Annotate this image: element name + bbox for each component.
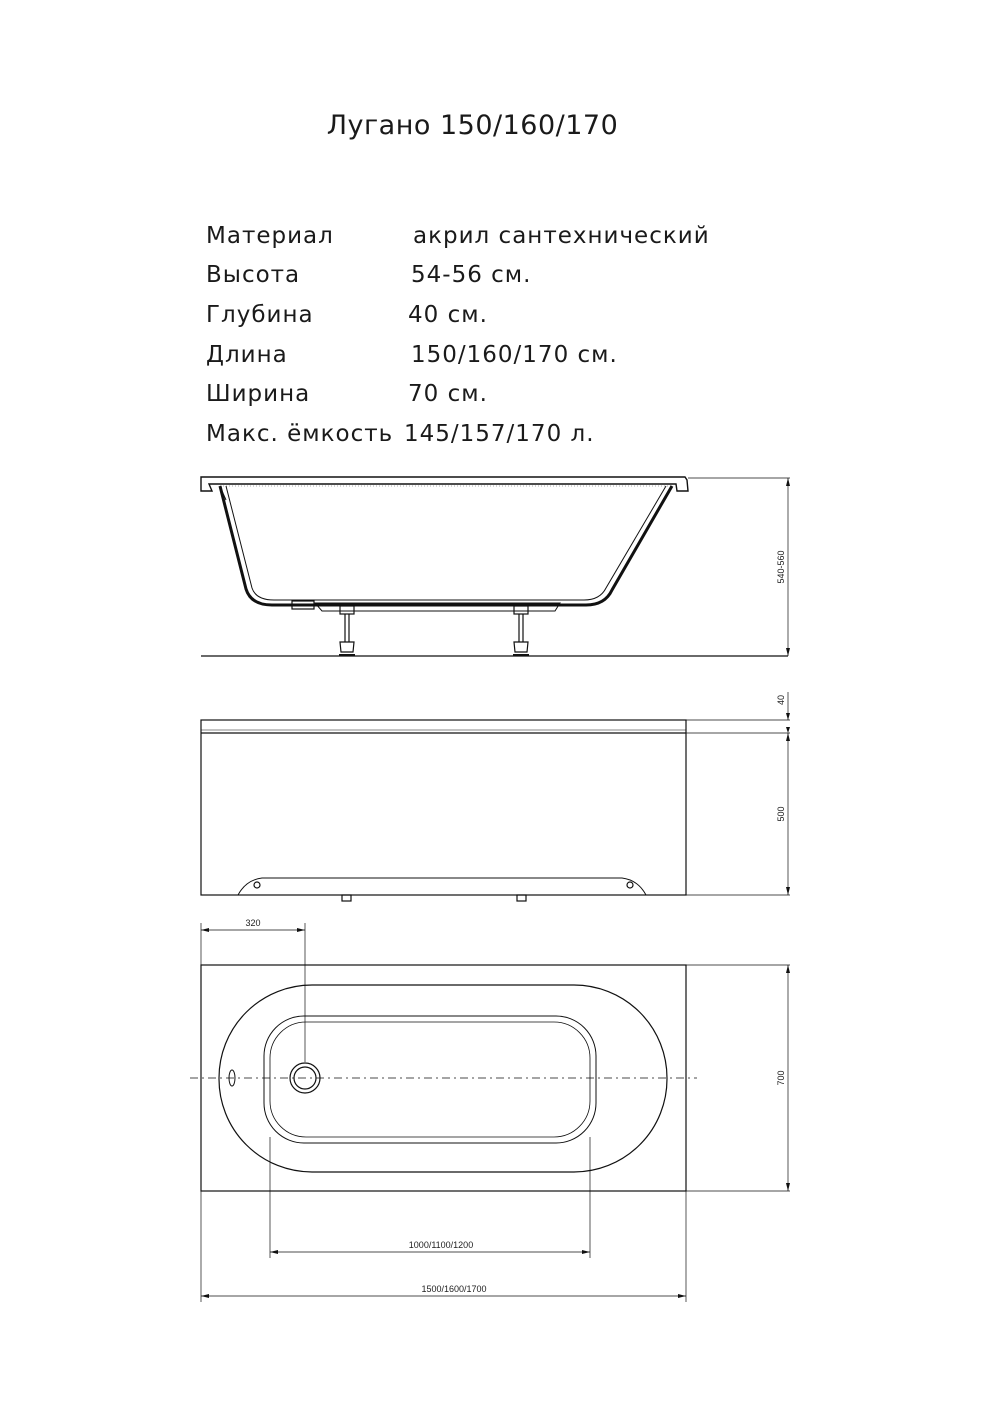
plan-bowl-bottom (264, 1016, 596, 1143)
spec-label-capacity: Макс. ёмкость (206, 421, 394, 447)
spec-value-capacity: 145/157/170 л. (404, 421, 595, 447)
spec-value-material: акрил сантехнический (413, 223, 710, 249)
plan-bowl-outer (219, 985, 667, 1172)
support-leg-left (339, 606, 355, 655)
spec-label-width: Ширина (206, 381, 311, 407)
plan-view (190, 923, 790, 1302)
page-title: Лугано 150/160/170 (326, 110, 619, 141)
spec-label-depth: Глубина (206, 302, 314, 328)
dim-height-total: 540-560 (776, 550, 786, 584)
support-leg-right (513, 606, 529, 655)
spec-label-length: Длина (206, 342, 288, 368)
spec-value-length: 150/160/170 см. (411, 342, 618, 368)
dim-width: 700 (776, 1070, 786, 1086)
spec-label-material: Материал (206, 223, 334, 249)
side-section-view (201, 477, 790, 656)
spec-value-depth: 40 см. (408, 302, 488, 328)
spec-value-height: 54-56 см. (411, 262, 532, 288)
dim-panel-height: 500 (776, 806, 786, 822)
side-rim (201, 477, 688, 491)
spec-label-height: Высота (206, 262, 301, 288)
dim-outer-length: 1500/1600/1700 (421, 1284, 487, 1294)
dim-drain-offset: 320 (245, 918, 261, 928)
dim-inner-length: 1000/1100/1200 (408, 1240, 474, 1250)
dim-rim-height: 40 (776, 694, 786, 706)
spec-value-width: 70 см. (408, 381, 488, 407)
front-view (201, 692, 790, 901)
front-panel (201, 720, 686, 895)
